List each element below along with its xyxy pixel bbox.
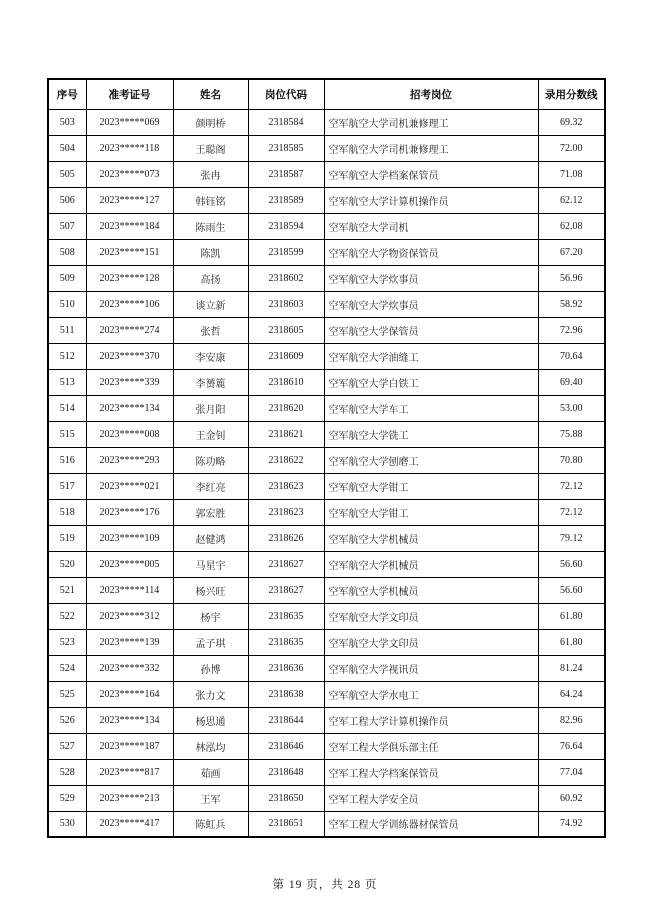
table-cell: 张冉 <box>173 161 248 187</box>
table-cell: 2023*****134 <box>86 395 173 421</box>
table-cell: 空军工程大学档案保管员 <box>324 759 538 785</box>
table-row <box>48 603 605 629</box>
table-row <box>48 473 605 499</box>
table-cell: 82.96 <box>538 707 605 733</box>
table-cell: 颜明桥 <box>173 109 248 135</box>
table-cell: 510 <box>48 291 86 317</box>
table-cell: 空军航空大学机械员 <box>324 577 538 603</box>
table-cell: 赵健鸿 <box>173 525 248 551</box>
table-cell: 陈凯 <box>173 239 248 265</box>
table-cell: 2023*****106 <box>86 291 173 317</box>
table-cell: 空军航空大学保管员 <box>324 317 538 343</box>
table-row <box>48 369 605 395</box>
table-cell: 空军航空大学钳工 <box>324 473 538 499</box>
table-cell: 79.12 <box>538 525 605 551</box>
table-cell: 空军工程大学计算机操作员 <box>324 707 538 733</box>
table-row <box>48 551 605 577</box>
table-cell: 杨思通 <box>173 707 248 733</box>
table-cell: 孟子琪 <box>173 629 248 655</box>
table-cell: 空军航空大学油缝工 <box>324 343 538 369</box>
table-cell: 2023*****127 <box>86 187 173 213</box>
table-cell: 81.24 <box>538 655 605 681</box>
table-cell: 空军航空大学文印员 <box>324 603 538 629</box>
table-cell: 2023*****213 <box>86 785 173 811</box>
header-cell: 岗位代码 <box>248 79 324 109</box>
table-cell: 2318603 <box>248 291 324 317</box>
table-cell: 53.00 <box>538 395 605 421</box>
table-cell: 空军航空大学司机兼修理工 <box>324 109 538 135</box>
table-cell: 2318648 <box>248 759 324 785</box>
header-cell: 姓名 <box>173 79 248 109</box>
table-cell: 2023*****187 <box>86 733 173 759</box>
table-cell: 67.20 <box>538 239 605 265</box>
table-cell: 高扬 <box>173 265 248 291</box>
table-row <box>48 681 605 707</box>
table-cell: 61.80 <box>538 629 605 655</box>
page-indicator: 第 19 页，共 28 页 <box>272 879 378 891</box>
table-cell: 孙博 <box>173 655 248 681</box>
table-cell: 527 <box>48 733 86 759</box>
table-cell: 空军工程大学训练器材保管员 <box>324 811 538 837</box>
table-cell: 2318627 <box>248 577 324 603</box>
table-cell: 516 <box>48 447 86 473</box>
table-row <box>48 499 605 525</box>
table-row <box>48 395 605 421</box>
table-cell: 2318605 <box>248 317 324 343</box>
table-cell: 70.80 <box>538 447 605 473</box>
table-cell: 空军航空大学白铁工 <box>324 369 538 395</box>
table-cell: 72.96 <box>538 317 605 343</box>
table-row <box>48 811 605 837</box>
table-cell: 2023*****312 <box>86 603 173 629</box>
table-cell: 空军航空大学机械员 <box>324 551 538 577</box>
table-cell: 空军航空大学视讯员 <box>324 655 538 681</box>
table-cell: 503 <box>48 109 86 135</box>
table-cell: 509 <box>48 265 86 291</box>
table-cell: 空军航空大学铣工 <box>324 421 538 447</box>
table-cell: 2023*****176 <box>86 499 173 525</box>
table-cell: 70.64 <box>538 343 605 369</box>
table-cell: 2318635 <box>248 629 324 655</box>
table-header-row <box>48 79 605 109</box>
table-row <box>48 317 605 343</box>
table-cell: 2318609 <box>248 343 324 369</box>
table-row <box>48 733 605 759</box>
table-cell: 杨兴旺 <box>173 577 248 603</box>
table-cell: 杨宇 <box>173 603 248 629</box>
table-cell: 2318599 <box>248 239 324 265</box>
table-cell: 69.32 <box>538 109 605 135</box>
table-cell: 2023*****139 <box>86 629 173 655</box>
table-cell: 513 <box>48 369 86 395</box>
table-cell: 2023*****817 <box>86 759 173 785</box>
table-row <box>48 109 605 135</box>
table-cell: 76.64 <box>538 733 605 759</box>
table-cell: 523 <box>48 629 86 655</box>
table-cell: 58.92 <box>538 291 605 317</box>
table-cell: 2023*****021 <box>86 473 173 499</box>
table-cell: 2318584 <box>248 109 324 135</box>
table-row <box>48 707 605 733</box>
table-cell: 2023*****069 <box>86 109 173 135</box>
table-cell: 521 <box>48 577 86 603</box>
table-cell: 王金钊 <box>173 421 248 447</box>
header-cell: 序号 <box>48 79 86 109</box>
table-cell: 2023*****274 <box>86 317 173 343</box>
table-cell: 508 <box>48 239 86 265</box>
table-cell: 56.96 <box>538 265 605 291</box>
header-cell: 准考证号 <box>86 79 173 109</box>
table-cell: 2318623 <box>248 473 324 499</box>
table-cell: 522 <box>48 603 86 629</box>
table-cell: 谈立新 <box>173 291 248 317</box>
table-cell: 2023*****118 <box>86 135 173 161</box>
table-cell: 空军航空大学水电工 <box>324 681 538 707</box>
table-cell: 2023*****151 <box>86 239 173 265</box>
table-cell: 空军工程大学安全员 <box>324 785 538 811</box>
table-cell: 空军航空大学炊事员 <box>324 291 538 317</box>
table-cell: 空军航空大学档案保管员 <box>324 161 538 187</box>
table-row <box>48 239 605 265</box>
table-cell: 61.80 <box>538 603 605 629</box>
table-cell: 2023*****293 <box>86 447 173 473</box>
table-cell: 2023*****008 <box>86 421 173 447</box>
table-cell: 李红亮 <box>173 473 248 499</box>
table-cell: 2023*****164 <box>86 681 173 707</box>
table-row <box>48 759 605 785</box>
table-cell: 56.60 <box>538 551 605 577</box>
table-cell: 2023*****005 <box>86 551 173 577</box>
table-cell: 2023*****073 <box>86 161 173 187</box>
table-cell: 李安康 <box>173 343 248 369</box>
table-cell: 72.12 <box>538 473 605 499</box>
table-cell: 529 <box>48 785 86 811</box>
table-cell: 2318602 <box>248 265 324 291</box>
table-cell: 2318635 <box>248 603 324 629</box>
table-cell: 2318594 <box>248 213 324 239</box>
table-cell: 77.04 <box>538 759 605 785</box>
table-cell: 2318636 <box>248 655 324 681</box>
table-cell: 王军 <box>173 785 248 811</box>
table-cell: 525 <box>48 681 86 707</box>
table-row <box>48 135 605 161</box>
table-cell: 空军航空大学物资保管员 <box>324 239 538 265</box>
table-cell: 2023*****417 <box>86 811 173 837</box>
table-row <box>48 265 605 291</box>
table-cell: 马星宇 <box>173 551 248 577</box>
table-cell: 2023*****184 <box>86 213 173 239</box>
table-cell: 517 <box>48 473 86 499</box>
table-cell: 空军航空大学司机兼修理工 <box>324 135 538 161</box>
table-cell: 2318621 <box>248 421 324 447</box>
table-cell: 506 <box>48 187 86 213</box>
table-cell: 75.88 <box>538 421 605 447</box>
table-cell: 空军工程大学俱乐部主任 <box>324 733 538 759</box>
table-cell: 511 <box>48 317 86 343</box>
table-row <box>48 785 605 811</box>
table-cell: 56.60 <box>538 577 605 603</box>
table-cell: 530 <box>48 811 86 837</box>
table-cell: 2318627 <box>248 551 324 577</box>
table-cell: 林泓均 <box>173 733 248 759</box>
table-cell: 507 <box>48 213 86 239</box>
table-cell: 2318644 <box>248 707 324 733</box>
table-cell: 64.24 <box>538 681 605 707</box>
table-cell: 空军航空大学计算机操作员 <box>324 187 538 213</box>
table-cell: 2023*****332 <box>86 655 173 681</box>
table-cell: 524 <box>48 655 86 681</box>
table-row <box>48 161 605 187</box>
table-cell: 2318587 <box>248 161 324 187</box>
table-cell: 2023*****370 <box>86 343 173 369</box>
table-row <box>48 421 605 447</box>
table-cell: 505 <box>48 161 86 187</box>
table-cell: 2318651 <box>248 811 324 837</box>
table-cell: 72.00 <box>538 135 605 161</box>
table-cell: 韩钰铭 <box>173 187 248 213</box>
table-cell: 74.92 <box>538 811 605 837</box>
table-cell: 2318620 <box>248 395 324 421</box>
table-cell: 郭宏胜 <box>173 499 248 525</box>
table-cell: 518 <box>48 499 86 525</box>
table-row <box>48 213 605 239</box>
table-cell: 2318638 <box>248 681 324 707</box>
table-row <box>48 655 605 681</box>
score-table <box>47 78 606 838</box>
table-cell: 2318622 <box>248 447 324 473</box>
table-cell: 512 <box>48 343 86 369</box>
table-cell: 空军航空大学刨磨工 <box>324 447 538 473</box>
table-cell: 2023*****114 <box>86 577 173 603</box>
table-row <box>48 577 605 603</box>
table-cell: 528 <box>48 759 86 785</box>
table-cell: 526 <box>48 707 86 733</box>
table-row <box>48 525 605 551</box>
table-cell: 空军航空大学司机 <box>324 213 538 239</box>
table-cell: 62.12 <box>538 187 605 213</box>
table-cell: 2023*****134 <box>86 707 173 733</box>
table-cell: 陈虹兵 <box>173 811 248 837</box>
table-cell: 空军航空大学炊事员 <box>324 265 538 291</box>
table-row <box>48 187 605 213</box>
table-cell: 515 <box>48 421 86 447</box>
table-cell: 张哲 <box>173 317 248 343</box>
table-cell: 69.40 <box>538 369 605 395</box>
table-cell: 71.08 <box>538 161 605 187</box>
table-row <box>48 447 605 473</box>
header-cell: 录用分数线 <box>538 79 605 109</box>
table-cell: 60.92 <box>538 785 605 811</box>
table-cell: 2023*****109 <box>86 525 173 551</box>
table-cell: 空军航空大学文印员 <box>324 629 538 655</box>
table-body <box>48 109 605 837</box>
table-cell: 陈功略 <box>173 447 248 473</box>
table-cell: 茹画 <box>173 759 248 785</box>
table-cell: 520 <box>48 551 86 577</box>
table-row <box>48 343 605 369</box>
table-cell: 2318626 <box>248 525 324 551</box>
table-cell: 62.08 <box>538 213 605 239</box>
table-cell: 陈雨生 <box>173 213 248 239</box>
table-cell: 2023*****339 <box>86 369 173 395</box>
table-cell: 2318650 <box>248 785 324 811</box>
table-cell: 张月阳 <box>173 395 248 421</box>
table-cell: 504 <box>48 135 86 161</box>
table-cell: 2318585 <box>248 135 324 161</box>
table-cell: 王聪阁 <box>173 135 248 161</box>
table-cell: 李赟簏 <box>173 369 248 395</box>
table-cell: 张力文 <box>173 681 248 707</box>
table-cell: 2318646 <box>248 733 324 759</box>
table-cell: 2023*****128 <box>86 265 173 291</box>
table-cell: 空军航空大学机械员 <box>324 525 538 551</box>
table-cell: 519 <box>48 525 86 551</box>
table-row <box>48 291 605 317</box>
table-cell: 514 <box>48 395 86 421</box>
table-cell: 空军航空大学钳工 <box>324 499 538 525</box>
table-row <box>48 629 605 655</box>
table-cell: 空军航空大学车工 <box>324 395 538 421</box>
table-cell: 2318589 <box>248 187 324 213</box>
table-cell: 72.12 <box>538 499 605 525</box>
table-cell: 2318623 <box>248 499 324 525</box>
table-cell: 2318610 <box>248 369 324 395</box>
header-cell: 招考岗位 <box>324 79 538 109</box>
